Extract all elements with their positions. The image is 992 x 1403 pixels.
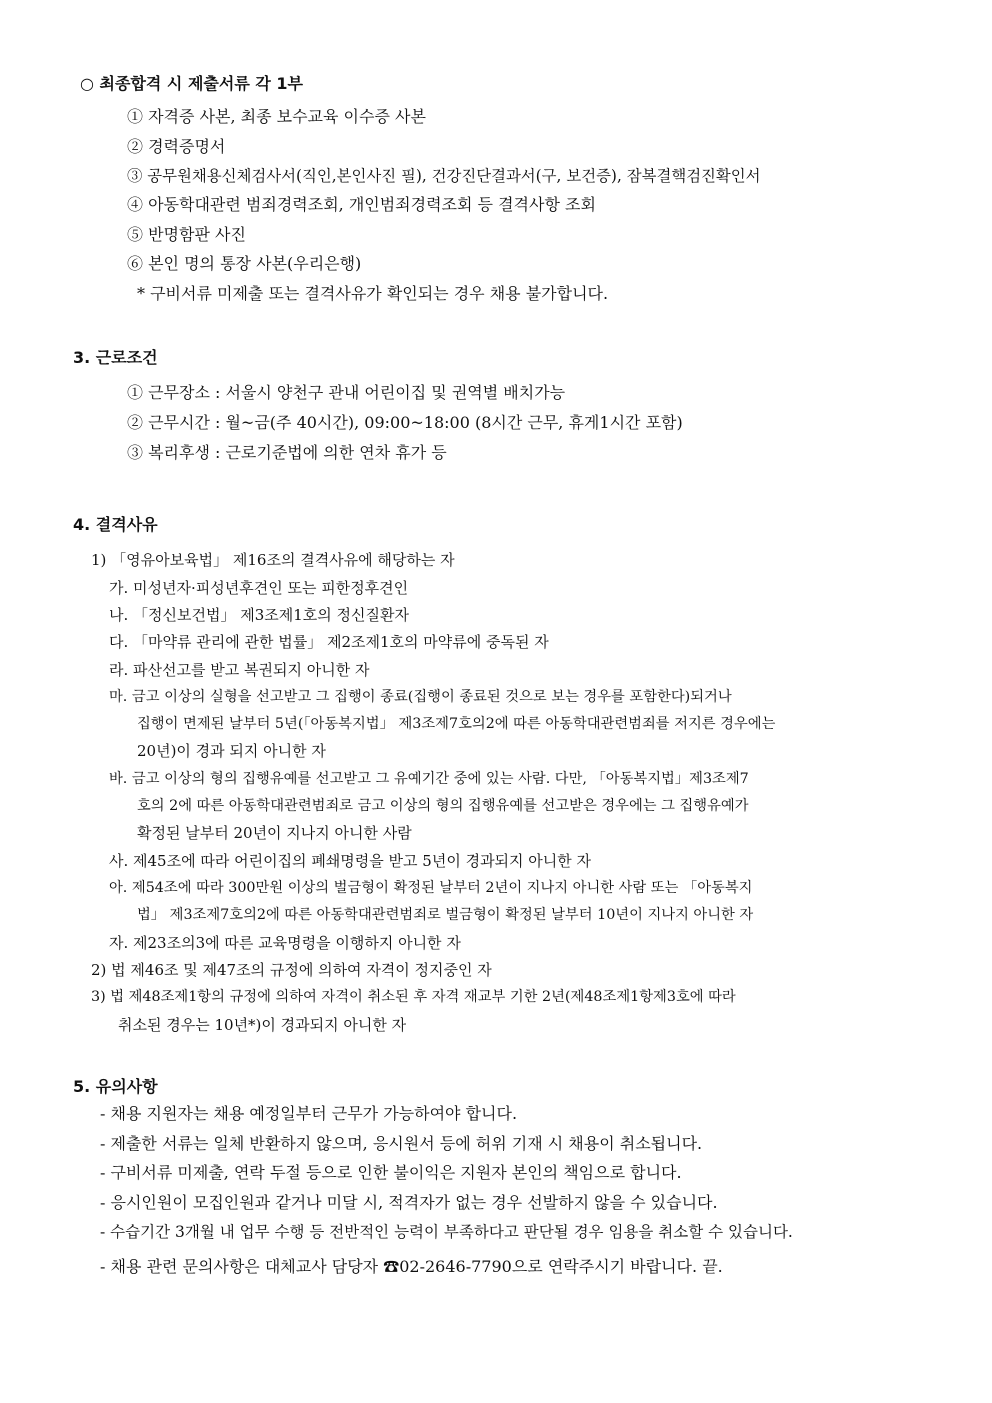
disqualification-line: 아. 제54조에 따라 300만원 이상의 벌금형이 확정된 날부터 2년이 지나지 아니한 사람 또는 「아동복지	[109, 880, 753, 896]
disqualification-line: 바. 금고 이상의 형의 집행유예를 선고받고 그 유예기간 중에 있는 사람. 다만, 「아동복지법」제3조제7	[109, 771, 749, 787]
docs-item: ① 자격증 사본, 최종 보수교육 이수증 사본	[127, 107, 426, 126]
disqualification-line: 자. 제23조의3에 따른 교육명령을 이행하지 아니한 자	[109, 934, 461, 952]
disqualification-line: 취소된 경우는 10년*)이 경과되지 아니한 자	[118, 1016, 407, 1034]
work-condition-item: ① 근무장소 : 서울시 양천구 관내 어린이집 및 권역별 배치가능	[127, 383, 566, 402]
notice-item: - 제출한 서류는 일체 반환하지 않으며, 응시원서 등에 허위 기재 시 채용이 취소됩니다.	[100, 1134, 703, 1153]
docs-note: * 구비서류 미제출 또는 결격사유가 확인되는 경우 채용 불가합니다.	[137, 284, 609, 303]
disqualification-line: 가. 미성년자·피성년후견인 또는 피한정후견인	[109, 579, 409, 597]
section-4-heading: 4. 결격사유	[73, 515, 158, 534]
disqualification-line: 마. 금고 이상의 실형을 선고받고 그 집행이 종료(집행이 종료된 것으로 보는 경우를 포함한다)되거나	[109, 689, 732, 705]
docs-heading: ○ 최종합격 시 제출서류 각 1부	[80, 74, 303, 93]
disqualification-line: 2) 법 제46조 및 제47조의 규정에 의하여 자격이 정지중인 자	[91, 961, 492, 979]
disqualification-line: 라. 파산선고를 받고 복권되지 아니한 자	[109, 661, 370, 679]
notice-item: - 수습기간 3개월 내 업무 수행 등 전반적인 능력이 부족하다고 판단될 경우 임용을 취소할 수 있습니다.	[100, 1223, 793, 1241]
work-condition-item: ② 근무시간 : 월~금(주 40시간), 09:00~18:00 (8시간 근무, 휴게1시간 포함)	[127, 413, 683, 432]
disqualification-line: 1) 「영유아보육법」 제16조의 결격사유에 해당하는 자	[91, 551, 455, 569]
section-3-heading: 3. 근로조건	[73, 348, 158, 367]
notice-item: - 응시인원이 모집인원과 같거나 미달 시, 적격자가 없는 경우 선발하지 않을 수 있습니다.	[100, 1193, 718, 1212]
disqualification-line: 사. 제45조에 따라 어린이집의 폐쇄명령을 받고 5년이 경과되지 아니한 자	[109, 852, 592, 870]
docs-item: ④ 아동학대관련 범죄경력조회, 개인범죄경력조회 등 결격사항 조회	[127, 195, 596, 214]
disqualification-line: 집행이 면제된 날부터 5년(「아동복지법」 제3조제7호의2에 따른 아동학대관련범죄를 저지른 경우에는	[137, 716, 776, 732]
disqualification-line: 다. 「마약류 관리에 관한 법률」 제2조제1호의 마약류에 중독된 자	[109, 633, 549, 651]
disqualification-line: 호의 2에 따른 아동학대관련범죄로 금고 이상의 형의 집행유예를 선고받은 경우에는 그 집행유예가	[137, 798, 749, 814]
notice-item: - 구비서류 미제출, 연락 두절 등으로 인한 불이익은 지원자 본인의 책임으로 합니다.	[100, 1163, 682, 1182]
docs-item: ⑥ 본인 명의 통장 사본(우리은행)	[127, 254, 362, 273]
docs-item: ② 경력증명서	[127, 137, 226, 156]
section-5-heading: 5. 유의사항	[73, 1077, 158, 1096]
docs-item: ③ 공무원채용신체검사서(직인,본인사진 필), 건강진단결과서(구, 보건증), 잠복결핵검진확인서	[127, 167, 761, 185]
disqualification-line: 나. 「정신보건법」 제3조제1호의 정신질환자	[109, 606, 410, 624]
disqualification-line: 3) 법 제48조제1항의 규정에 의하여 자격이 취소된 후 자격 재교부 기한 2년(제48조제1항제3호에 따라	[91, 989, 736, 1005]
disqualification-line: 확정된 날부터 20년이 지나지 아니한 사람	[137, 824, 412, 842]
disqualification-line: 법」 제3조제7호의2에 따른 아동학대관련범죄로 벌금형이 확정된 날부터 10년이 지나지 아니한 자	[137, 907, 754, 923]
work-condition-item: ③ 복리후생 : 근로기준법에 의한 연차 휴가 등	[127, 443, 447, 462]
docs-item: ⑤ 반명함판 사진	[127, 225, 246, 244]
disqualification-line: 20년)이 경과 되지 아니한 자	[137, 742, 326, 760]
notice-item: - 채용 지원자는 채용 예정일부터 근무가 가능하여야 합니다.	[100, 1104, 518, 1123]
notice-item: - 채용 관련 문의사항은 대체교사 담당자 ☎02-2646-7790으로 연락주시기 바랍니다. 끝.	[100, 1257, 723, 1276]
